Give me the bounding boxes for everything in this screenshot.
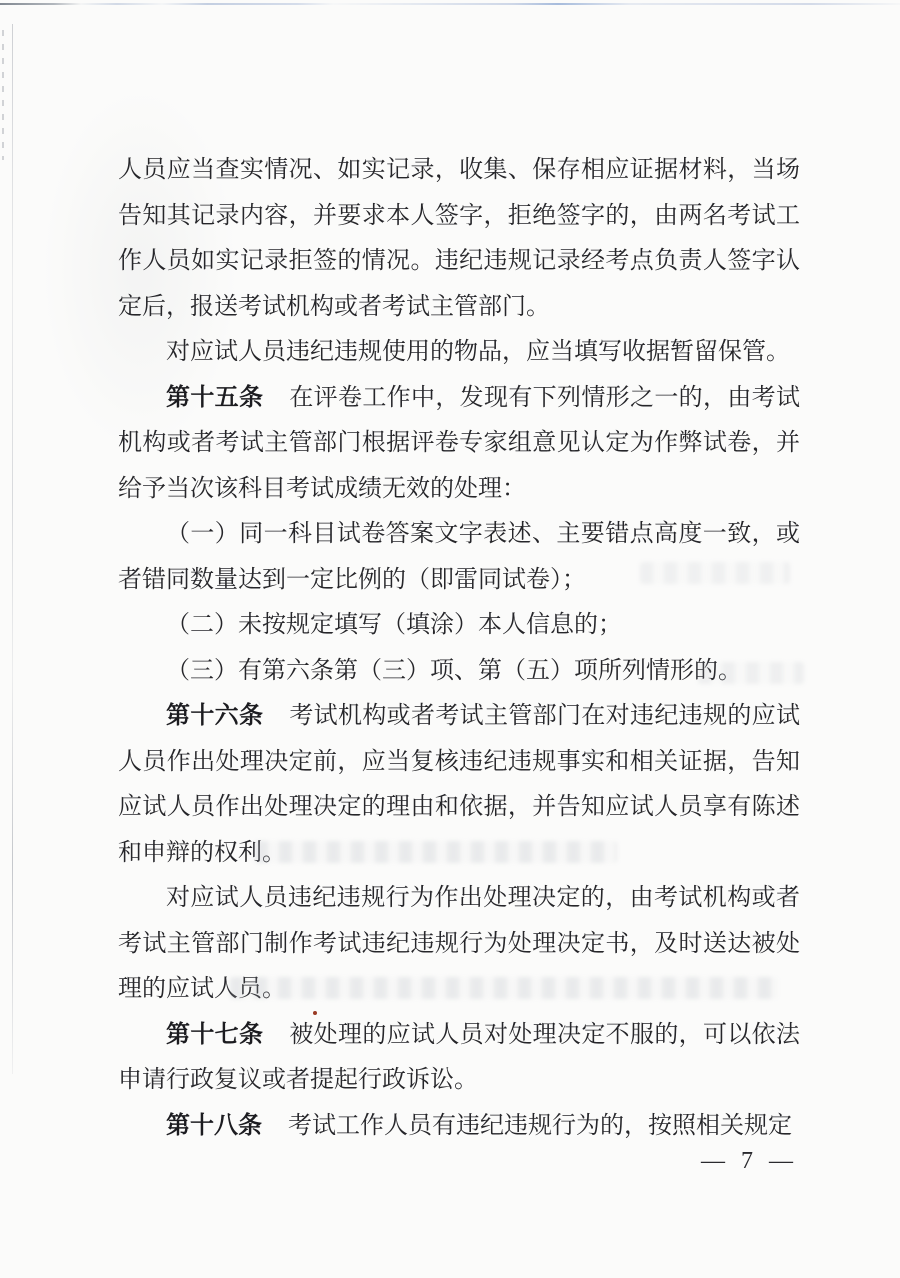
bleedthrough-artifact [255, 841, 617, 863]
bleedthrough-artifact [230, 977, 778, 999]
article-17-number: 第十七条 [166, 1021, 264, 1048]
scan-artifact-left-line [12, 24, 13, 1074]
paragraph-item-1 [118, 512, 800, 603]
paragraph-text: （三）有第六条第（三）项、第（五）项所列情形的。 [166, 657, 742, 684]
bleedthrough-artifact [640, 562, 790, 584]
article-18-number: 第十八条 [166, 1112, 262, 1139]
paragraph-item-2 [118, 603, 800, 649]
paragraph-article-18 [118, 1104, 800, 1150]
paragraph-text: 在评卷工作中，发现有下列情形之一的，由考试机构或者考试主管部门根据评卷专家组意见认定为作弊试卷，并给予当次该科目考试成绩无效的处理： [118, 384, 801, 502]
scan-artifact-top-line [0, 3, 900, 5]
paragraph-text: 考试工作人员有违纪违规行为的，按照相关规定 [288, 1112, 792, 1139]
article-16-number: 第十六条 [166, 703, 264, 729]
paragraph-text: 考试机构或者考试主管部门在对违纪违规的应试人员作出处理决定前，应当复核违纪违规事实和相关证据，告知应试人员作出处理决定的理由和依据，并告知应试人员享有陈述和申辩的权利。 [118, 703, 801, 866]
paragraph-article-15 [118, 376, 800, 513]
paragraph-text: 人员应当查实情况、如实记录，收集、保存相应证据材料，当场告知其记录内容，并要求本人签字，拒绝签字的，由两名考试工作人员如实记录拒签的情况。违纪违规记录经考点负责人签字认定后，报送考试机构或者考试主管部门。 [118, 157, 800, 320]
bleedthrough-artifact [698, 662, 804, 684]
page-number: — 7 — [701, 1148, 798, 1174]
red-ink-speck [313, 1011, 317, 1015]
paragraph-article-17 [118, 1013, 800, 1104]
paragraph-text: （一）同一科目试卷答案文字表述、主要错点高度一致，或者错同数量达到一定比例的（即雷同试卷）； [118, 521, 800, 593]
paragraph-text: 被处理的应试人员对处理决定不服的，可以依法申请行政复议或者提起行政诉讼。 [118, 1021, 801, 1093]
article-15-number: 第十五条 [166, 384, 264, 411]
paragraph-items-custody [118, 330, 800, 376]
paragraph-text: （二）未按规定填写（填涂）本人信息的； [166, 612, 622, 638]
paragraph-continuation [118, 148, 800, 330]
scan-artifact-edge-dashes [2, 30, 4, 160]
paragraph-text: 对应试人员违纪违规使用的物品，应当填写收据暂留保管。 [166, 339, 790, 365]
paragraph-text: 对应试人员违纪违规行为作出处理决定的，由考试机构或者考试主管部门制作考试违纪违规行为处理决定书，及时送达被处理的应试人员。 [118, 885, 800, 1002]
